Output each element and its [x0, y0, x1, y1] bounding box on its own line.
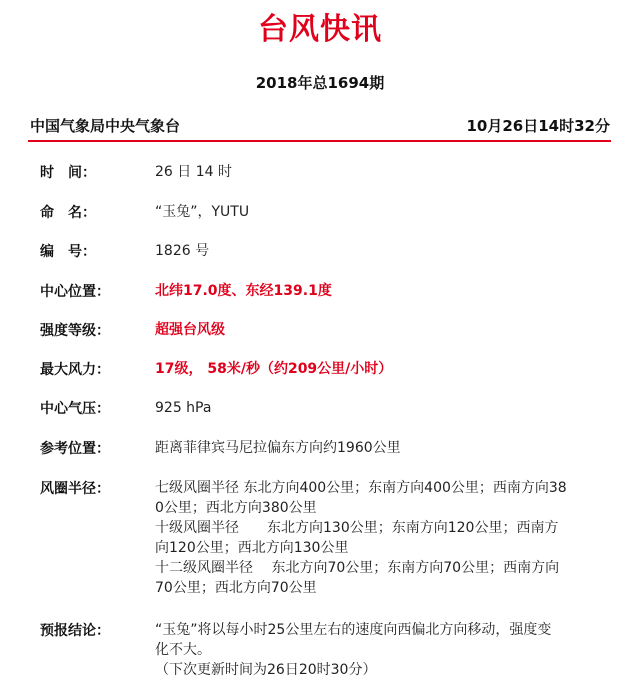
field-value: 北纬17.0度、东经139.1度	[155, 283, 332, 299]
radius-line: 十级风圈半径 东北方向130公里；东南方向120公里；西南方	[155, 520, 559, 536]
field-label: 风圈半径：	[40, 481, 110, 497]
radius-line: 向120公里；西北方向130公里	[155, 540, 349, 556]
field-value: 距离菲律宾马尼拉偏东方向约1960公里	[155, 440, 401, 456]
field-label: 预报结论：	[40, 623, 110, 639]
field-value	[155, 620, 600, 680]
field-value: 925 hPa	[155, 400, 212, 416]
field-label: 中心气压：	[40, 401, 110, 417]
forecast-line: （下次更新时间为26日20时30分）	[155, 662, 377, 678]
radius-line: 十二级风圈半径 东北方向70公里；东南方向70公里；西南方向	[155, 560, 560, 576]
field-label: 时 间：	[40, 165, 96, 181]
field-value: 17级， 58米/秒（约209公里/小时）	[155, 361, 393, 377]
field-value: “玉兔”，YUTU	[155, 204, 250, 220]
radius-line: 0公里；西北方向380公里	[155, 500, 317, 516]
bulletin-header	[28, 115, 610, 137]
field-label: 编 号：	[40, 244, 96, 260]
bulletin-title: 台风快讯	[258, 12, 382, 47]
field-value: 26 日 14 时	[155, 164, 232, 180]
issue-number: 2018年总1694期	[255, 74, 385, 92]
field-label: 最大风力：	[40, 362, 110, 378]
field-label: 中心位置：	[40, 284, 110, 300]
forecast-line: “玉兔”将以每小时25公里左右的速度向西偏北方向移动，强度变	[155, 622, 552, 638]
field-value: 1826 号	[155, 243, 210, 259]
field-value	[155, 478, 600, 598]
radius-line: 七级风圈半径 东北方向400公里；东南方向400公里；西南方向38	[155, 480, 567, 496]
radius-line: 70公里；西北方向70公里	[155, 580, 317, 596]
field-value: 超强台风级	[155, 322, 225, 338]
header-divider	[28, 140, 611, 142]
field-label: 强度等级：	[40, 323, 110, 339]
field-label: 命 名：	[40, 205, 96, 221]
forecast-line: 化不大。	[155, 642, 211, 658]
issuing-organization: 中国气象局中央气象台	[30, 117, 181, 135]
issue-datetime: 10月26日14时32分	[466, 117, 610, 135]
field-label: 参考位置：	[40, 441, 110, 457]
